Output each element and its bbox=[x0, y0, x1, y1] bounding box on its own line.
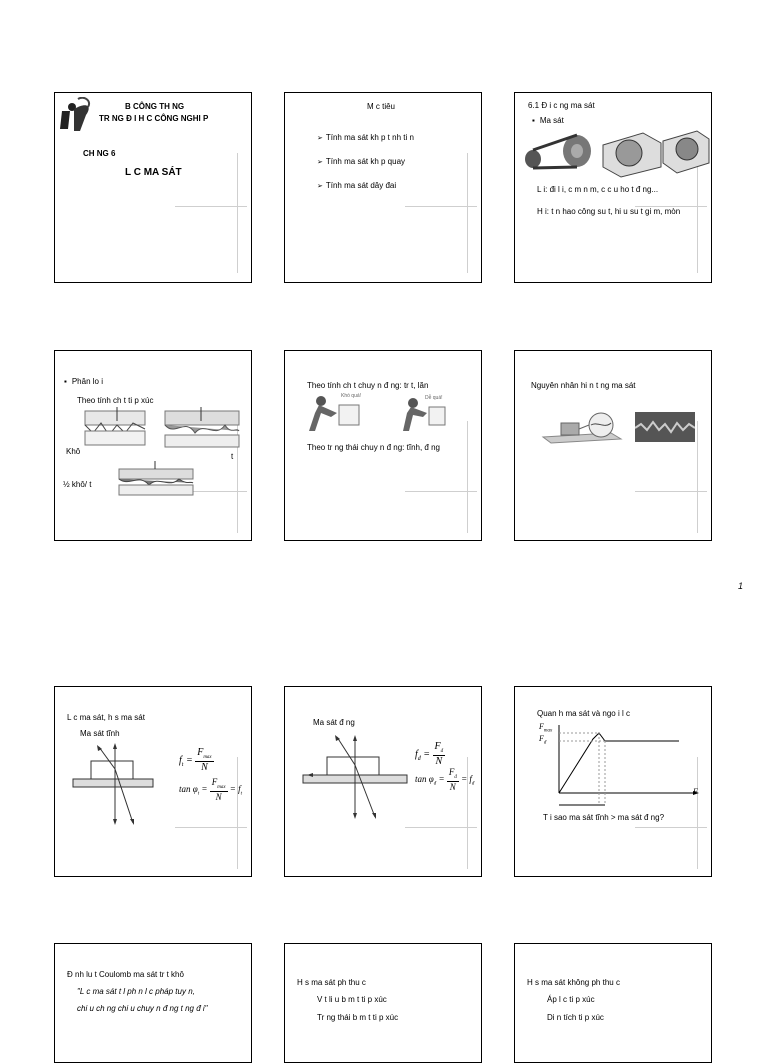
slide-3-overview bbox=[514, 92, 712, 283]
slide-10-coulomb-law bbox=[54, 943, 252, 1063]
slide-2-objectives bbox=[284, 92, 482, 283]
ministry-name: B CÔNG TH NG bbox=[125, 102, 185, 111]
bullet-item: ▪ Ma sát bbox=[532, 116, 564, 126]
advantage-text: L i: đi l i, c m n m, c c u ho t đ ng... bbox=[537, 185, 659, 194]
university-name: TR NG Đ I H C CÔNG NGHI P bbox=[99, 114, 209, 123]
objective-item: ➢ Tính ma sát dây đai bbox=[317, 181, 396, 191]
dry-label: Khô bbox=[66, 447, 81, 456]
semi-dry-diagram-icon bbox=[117, 461, 197, 497]
kinetic-friction-label: Ma sát đ ng bbox=[313, 718, 355, 727]
question-text: T i sao ma sát tĩnh > ma sát đ ng? bbox=[543, 813, 665, 822]
static-friction-force-diagram-icon bbox=[71, 741, 155, 829]
coulomb-heading: Đ nh lu t Coulomb ma sát tr t khô bbox=[67, 970, 184, 979]
wet-label: t bbox=[231, 452, 234, 461]
surface-contact-illustration-icon bbox=[541, 409, 627, 451]
page-number: 1 bbox=[738, 581, 744, 591]
kinetic-angle-formula: $\tan \varphi_đ$ = $\frac{F_đ}{N}$ = $f_đ$ bbox=[415, 767, 475, 792]
chapter-label: CH NG 6 bbox=[83, 149, 116, 158]
slide-8-kinetic-friction bbox=[284, 686, 482, 877]
causes-text: Nguyên nhân hi n t ng ma sát bbox=[531, 381, 636, 390]
slide-4-classification bbox=[54, 350, 252, 541]
disadvantage-text: H i: t n hao công su t, hi u su t gi m, mòn bbox=[537, 207, 681, 216]
university-logo-icon bbox=[58, 97, 98, 137]
objective-item: ➢ Tính ma sát kh p quay bbox=[317, 157, 405, 167]
lubricated-contact-diagram-icon bbox=[161, 407, 245, 451]
slide-1-title bbox=[54, 92, 252, 283]
microscope-surface-image-icon bbox=[635, 412, 695, 442]
x-label: F bbox=[693, 787, 698, 796]
sign-easy: Dễ quá! bbox=[425, 395, 443, 401]
friction-curve-graph-icon bbox=[555, 721, 705, 817]
contact-type-text: Theo tính ch t ti p xúc bbox=[77, 396, 154, 405]
slide-5-motion-types bbox=[284, 350, 482, 541]
not-depends-item: Di n tích ti p xúc bbox=[547, 1013, 604, 1022]
coulomb-quote-line1: "L c ma sát t l ph n l c pháp tuy n, bbox=[77, 987, 195, 996]
friction-coef-heading: L c ma sát, h s ma sát bbox=[67, 713, 145, 722]
slide-heading: 6.1 Đ i c ng ma sát bbox=[528, 101, 595, 110]
not-depends-item: Áp l c ti p xúc bbox=[547, 995, 595, 1004]
not-depends-heading: H s ma sát không ph thu c bbox=[527, 978, 620, 987]
relation-heading: Quan h ma sát và ngo i l c bbox=[537, 709, 630, 718]
depends-item: V t li u b m t ti p xúc bbox=[317, 995, 387, 1004]
objective-item: ➢ Tính ma sát kh p t nh ti n bbox=[317, 133, 414, 143]
slide-11-depends-on bbox=[284, 943, 482, 1063]
chapter-title: L C MA SÁT bbox=[125, 167, 182, 178]
machine-illustration-icon bbox=[521, 123, 711, 179]
slide-heading: M c tiêu bbox=[367, 102, 396, 111]
dry-contact-diagram-icon bbox=[83, 407, 153, 451]
y-label-kinetic: $F_đ$ bbox=[539, 734, 547, 746]
slide-9-friction-vs-force bbox=[514, 686, 712, 877]
kinetic-friction-force-diagram-icon bbox=[301, 731, 411, 823]
coulomb-quote-line2: chi u ch ng chi u chuy n đ ng t ng đ i" bbox=[77, 1004, 208, 1013]
static-angle-formula: $\tan \varphi_t$ = $F_{max}$ N = $f_t$ bbox=[179, 777, 243, 802]
depends-heading: H s ma sát ph thu c bbox=[297, 978, 366, 987]
bullet-item: ▪ Phân lo i bbox=[64, 377, 103, 387]
slide-6-causes bbox=[514, 350, 712, 541]
slide-7-static-friction bbox=[54, 686, 252, 877]
motion-type-text: Theo tính ch t chuy n đ ng: tr t, lăn bbox=[307, 381, 429, 390]
kinetic-coef-formula: $f_đ$ = $\frac{F_đ}{N}$ bbox=[415, 741, 444, 767]
sign-hard: Khó quá! bbox=[341, 393, 362, 399]
depends-item: Tr ng thái b m t ti p xúc bbox=[317, 1013, 399, 1022]
motion-state-text: Theo tr ng thái chuy n đ ng: tĩnh, đ ng bbox=[307, 443, 440, 452]
semi-dry-label: ½ khô/ t bbox=[63, 480, 92, 489]
static-friction-label: Ma sát tĩnh bbox=[80, 729, 120, 738]
static-coef-formula: $f_t$ = $F_{max}$ N bbox=[179, 747, 212, 773]
y-label-max: $F_{max}$ bbox=[539, 722, 553, 734]
slide-12-not-depends-on bbox=[514, 943, 712, 1063]
